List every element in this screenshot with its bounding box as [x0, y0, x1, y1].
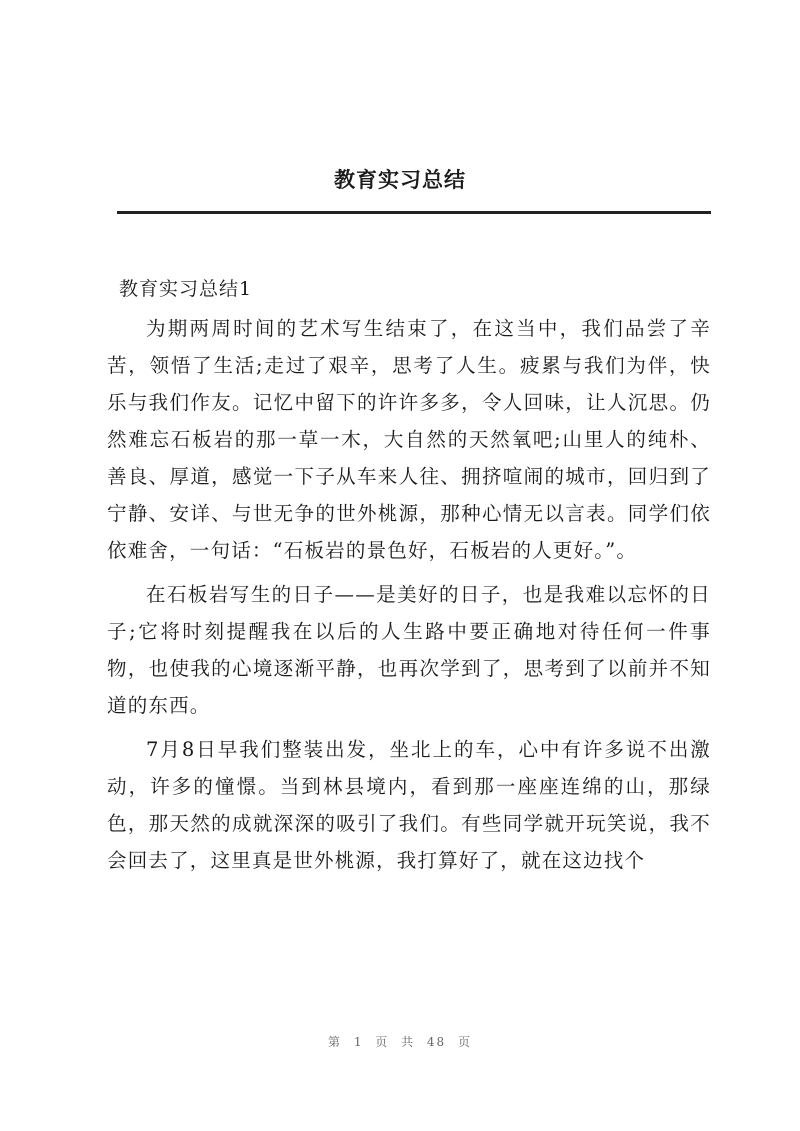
document-body: [107, 310, 711, 886]
paragraph-3: 7月8日早我们整装出发，坐北上的车，心中有许多说不出激动，许多的憧憬。当到林县境内，看到那一座座连绵的山，那绿色，那天然的成就深深的吸引了我们。有些同学就开玩笑说，我不会回去了，这里真是世外桃源，我打算好了，就在这边找个: [107, 738, 711, 872]
page-number-footer: 第 1 页 共 48 页: [328, 1035, 472, 1049]
paragraph-2: 在石板岩写生的日子——是美好的日子，也是我难以忘怀的日子;它将时刻提醒我在以后的人生路中要正确地对待任何一件事物，也使我的心境逐渐平静，也再次学到了，思考到了以前并不知道的东西。: [107, 583, 711, 717]
title-divider: [117, 211, 711, 214]
section-heading: 教育实习总结1: [119, 278, 253, 300]
paragraph-1: 为期两周时间的艺术写生结束了，在这当中，我们品尝了辛苦，领悟了生活;走过了艰辛，思考了人生。疲累与我们为伴，快乐与我们作友。记忆中留下的许许多多，令人回味，让人沉思。仍然难忘石板岩的那一草一木，大自然的天然氧吧;山里人的纯朴、善良、厚道，感觉一下子从车来人往、拥挤喧闹的城市，回归到了宁静、安详、与世无争的世外桃源，那种心情无以言表。同学们依依难舍，一句话：“石板岩的景色好，石板岩的人更好。”。: [107, 317, 711, 562]
page-title: 教育实习总结: [334, 168, 466, 192]
